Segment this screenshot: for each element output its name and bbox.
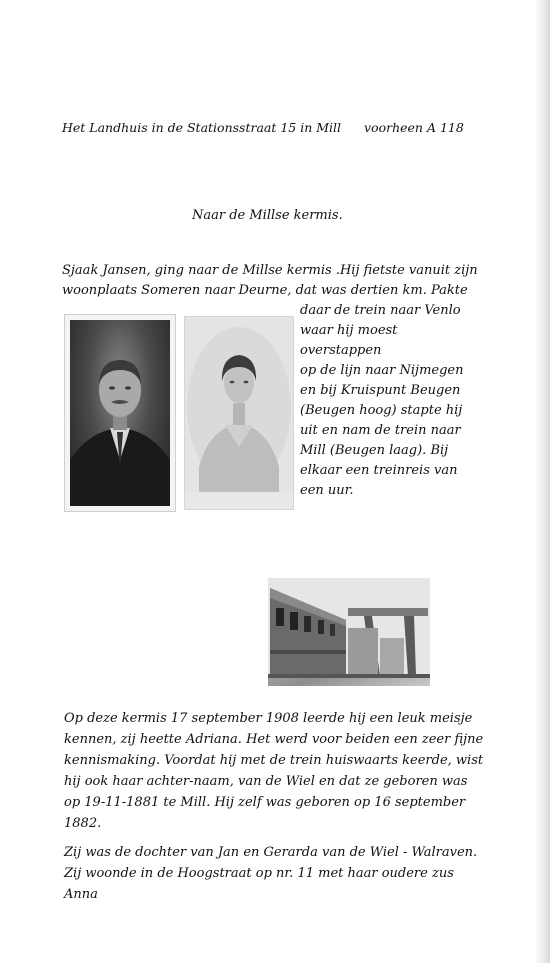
intro-line: (Beugen hoog) stapte hij bbox=[300, 403, 463, 418]
body-text bbox=[64, 708, 484, 913]
intro-line: daar de trein naar Venlo bbox=[300, 303, 461, 318]
intro-line: en bij Kruispunt Beugen bbox=[300, 383, 461, 398]
paragraph: Zij was de dochter van Jan en Gerarda van de Wiel - Walraven. Zij woonde in de Hoogstraat op nr. 11 met haar oudere zus Anna bbox=[64, 845, 478, 902]
intro-wrapped-text bbox=[300, 301, 480, 501]
portrait-man-photo bbox=[64, 314, 176, 512]
former-number: voorheen A 118 bbox=[364, 120, 464, 135]
intro-line: waar hij moest overstappen bbox=[300, 323, 398, 358]
portrait-woman-photo bbox=[184, 316, 294, 510]
intro-line: op de lijn naar Nijmegen bbox=[300, 363, 464, 378]
intro-line: woonplaats Someren naar Deurne, dat was dertien km. Pakte bbox=[62, 283, 468, 298]
intro-line: uit en nam de trein naar bbox=[300, 423, 461, 438]
intro-line: Mill (Beugen laag). Bij bbox=[300, 443, 449, 458]
page-edge bbox=[536, 0, 550, 963]
paragraph: Op deze kermis 17 september 1908 leerde hij een leuk meisje kennen, zij heette Adriana. Het werd voor beiden een zeer fijne kennismaking. Voordat hij met de trein huiswaarts keerde, wist hij ook haar achter-naam, van de Wiel en dat ze geboren was op 19-11-1881 te Mill. Hij zelf was geboren op 16 september 1882. bbox=[64, 711, 484, 831]
intro-line: een uur. bbox=[300, 483, 354, 498]
address-heading: Het Landhuis in de Stationsstraat 15 in Mill bbox=[62, 120, 342, 135]
train-station-photo bbox=[268, 578, 430, 686]
page-title: Naar de Millse kermis. bbox=[192, 208, 343, 223]
intro-paragraph bbox=[62, 261, 482, 301]
intro-line: elkaar een treinreis van bbox=[300, 463, 458, 478]
intro-line: Sjaak Jansen, ging naar de Millse kermis .Hij fietste vanuit zijn bbox=[62, 263, 478, 278]
